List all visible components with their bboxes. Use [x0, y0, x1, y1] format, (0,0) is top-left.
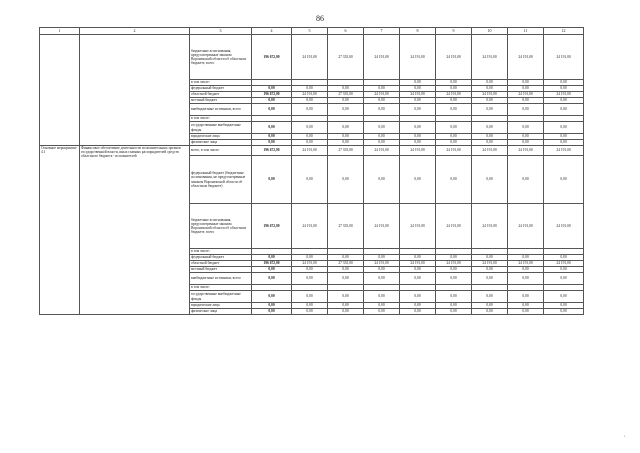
amount-cell: 24 191,00: [436, 261, 472, 267]
section1-row: [40, 35, 584, 80]
funding-source-label: в том числе:: [190, 285, 252, 291]
page-number: 86: [316, 14, 324, 23]
amount-cell: 196 672,00: [252, 261, 292, 267]
funding-source-label: областной бюджет: [190, 92, 252, 98]
amount-cell: 196 672,00: [252, 146, 292, 156]
amount-cell: 0,00: [508, 156, 544, 204]
funding-source-label: физические лица: [190, 140, 252, 146]
amount-cell: 24 191,00: [400, 261, 436, 267]
amount-cell: 24 191,00: [508, 204, 544, 249]
amount-cell: 24 191,00: [292, 35, 328, 80]
amount-cell: 24 191,00: [508, 261, 544, 267]
funding-source-label: в том числе:: [190, 80, 252, 86]
amount-cell: 0,00: [400, 255, 436, 261]
amount-cell: 24 191,00: [472, 146, 508, 156]
amount-cell: 0,00: [400, 267, 436, 273]
amount-cell: 0,00: [508, 140, 544, 146]
funding-source-label: федеральный бюджет (бюджетные ассигнования, не предусмотренные законом Воронежской области об областном бюджете): [190, 156, 252, 204]
corner-mark: ᵃ: [624, 434, 626, 439]
amount-cell: 27 335,00: [328, 204, 364, 249]
funding-source-label: юридические лица: [190, 134, 252, 140]
funding-source-label: в том числе:: [190, 249, 252, 255]
amount-cell: 24 191,00: [436, 35, 472, 80]
header-cell: 8: [400, 28, 436, 35]
amount-cell: 0,00: [292, 156, 328, 204]
amount-cell: 0,00: [252, 122, 292, 134]
amount-cell: 0,00: [436, 98, 472, 104]
amount-cell: 24 191,00: [436, 92, 472, 98]
amount-cell: 0,00: [472, 273, 508, 285]
header-cell: 11: [508, 28, 544, 35]
amount-cell: 0,00: [508, 267, 544, 273]
amount-cell: 24 191,00: [292, 92, 328, 98]
amount-cell: 0,00: [292, 122, 328, 134]
funding-source-label: бюджетные ассигнования, предусмотренные законом Воронежской области об областном бюджете, всего: [190, 35, 252, 80]
amount-cell: 0,00: [364, 255, 400, 261]
amount-cell: 0,00: [436, 303, 472, 309]
amount-cell: 0,00: [400, 309, 436, 315]
amount-cell: 0,00: [508, 273, 544, 285]
amount-cell: 0,00: [328, 140, 364, 146]
amount-cell: 0,00: [472, 134, 508, 140]
amount-cell: 0,00: [472, 255, 508, 261]
amount-cell: 24 191,00: [472, 92, 508, 98]
amount-cell: 0,00: [472, 303, 508, 309]
header-cell: 12: [544, 28, 584, 35]
amount-cell: 0,00: [472, 80, 508, 86]
amount-cell: 0,00: [328, 273, 364, 285]
amount-cell: 0,00: [436, 86, 472, 92]
amount-cell: 24 191,00: [292, 261, 328, 267]
header-cell: 7: [364, 28, 400, 35]
amount-cell: 0,00: [328, 267, 364, 273]
amount-cell: 0,00: [436, 291, 472, 303]
section2-activity-name: Финансовое обеспечение деятельности исполнительных органов государственной власти, иных главных распорядителей средств областного бюджета - исполнителей: [80, 146, 190, 315]
funding-source-label: внебюджетные источники, всего: [190, 273, 252, 285]
amount-cell: 0,00: [544, 122, 584, 134]
amount-cell: 0,00: [436, 134, 472, 140]
amount-cell: 196 672,00: [252, 204, 292, 249]
amount-cell: 0,00: [364, 98, 400, 104]
amount-cell: 0,00: [252, 156, 292, 204]
amount-cell: 0,00: [436, 309, 472, 315]
amount-cell: 24 191,00: [544, 146, 584, 156]
amount-cell: 0,00: [472, 267, 508, 273]
funding-source-label: бюджетные ассигнования, предусмотренные законом Воронежской области об областном бюджете, всего: [190, 204, 252, 249]
budget-table: [39, 27, 584, 315]
amount-cell: 0,00: [436, 140, 472, 146]
amount-cell: 24 191,00: [364, 92, 400, 98]
amount-cell: 0,00: [508, 80, 544, 86]
amount-cell: 0,00: [364, 134, 400, 140]
amount-cell: 0,00: [436, 80, 472, 86]
amount-cell: 24 191,00: [400, 204, 436, 249]
amount-cell: 0,00: [252, 267, 292, 273]
amount-cell: 0,00: [364, 303, 400, 309]
amount-cell: 0,00: [508, 104, 544, 116]
amount-cell: 0,00: [544, 255, 584, 261]
amount-cell: 0,00: [364, 122, 400, 134]
amount-cell: 0,00: [508, 122, 544, 134]
amount-cell: 196 672,00: [252, 92, 292, 98]
amount-cell: 0,00: [328, 303, 364, 309]
amount-cell: 0,00: [508, 309, 544, 315]
amount-cell: 0,00: [472, 309, 508, 315]
funding-source-label: государственные внебюджетные фонды: [190, 291, 252, 303]
amount-cell: 0,00: [328, 122, 364, 134]
amount-cell: 0,00: [544, 156, 584, 204]
amount-cell: 0,00: [364, 140, 400, 146]
amount-cell: 0,00: [252, 309, 292, 315]
amount-cell: 0,00: [544, 80, 584, 86]
amount-cell: 24 191,00: [544, 35, 584, 80]
amount-cell: 24 191,00: [472, 204, 508, 249]
header-cell: 1: [40, 28, 80, 35]
amount-cell: 24 191,00: [544, 261, 584, 267]
amount-cell: 0,00: [544, 291, 584, 303]
amount-cell: 0,00: [508, 134, 544, 140]
amount-cell: 0,00: [400, 156, 436, 204]
amount-cell: 0,00: [544, 86, 584, 92]
funding-source-label: федеральный бюджет: [190, 86, 252, 92]
header-cell: 9: [436, 28, 472, 35]
amount-cell: 0,00: [472, 291, 508, 303]
amount-cell: 0,00: [508, 303, 544, 309]
amount-cell: 0,00: [292, 309, 328, 315]
amount-cell: 0,00: [328, 291, 364, 303]
amount-cell: 0,00: [364, 104, 400, 116]
amount-cell: 0,00: [436, 255, 472, 261]
amount-cell: 0,00: [252, 104, 292, 116]
header-cell: 6: [328, 28, 364, 35]
amount-cell: 24 191,00: [508, 92, 544, 98]
amount-cell: 0,00: [364, 273, 400, 285]
header-cell: 4: [252, 28, 292, 35]
section2-row: [40, 146, 584, 156]
amount-cell: 0,00: [544, 303, 584, 309]
amount-cell: 0,00: [436, 156, 472, 204]
amount-cell: 0,00: [292, 267, 328, 273]
amount-cell: 27 335,00: [328, 261, 364, 267]
amount-cell: 0,00: [364, 86, 400, 92]
amount-cell: 24 191,00: [472, 35, 508, 80]
amount-cell: 0,00: [436, 104, 472, 116]
amount-cell: 0,00: [400, 98, 436, 104]
amount-cell: 0,00: [292, 140, 328, 146]
amount-cell: 24 191,00: [508, 35, 544, 80]
amount-cell: 24 191,00: [400, 35, 436, 80]
amount-cell: 0,00: [400, 104, 436, 116]
section2-activity-type: Основное мероприятие 4.1: [40, 146, 80, 315]
amount-cell: 0,00: [292, 303, 328, 309]
amount-cell: 0,00: [400, 134, 436, 140]
amount-cell: 0,00: [292, 134, 328, 140]
funding-source-label: в том числе:: [190, 116, 252, 122]
amount-cell: 0,00: [292, 104, 328, 116]
amount-cell: 0,00: [472, 156, 508, 204]
amount-cell: 24 191,00: [436, 146, 472, 156]
header-cell: 3: [190, 28, 252, 35]
amount-cell: 0,00: [472, 86, 508, 92]
amount-cell: 0,00: [400, 273, 436, 285]
funding-source-label: местный бюджет: [190, 98, 252, 104]
amount-cell: 0,00: [328, 134, 364, 140]
amount-cell: 0,00: [544, 134, 584, 140]
header-cell: 5: [292, 28, 328, 35]
amount-cell: 0,00: [436, 273, 472, 285]
amount-cell: 0,00: [508, 86, 544, 92]
amount-cell: 24 191,00: [508, 146, 544, 156]
amount-cell: 0,00: [364, 309, 400, 315]
amount-cell: 0,00: [252, 86, 292, 92]
amount-cell: 0,00: [328, 86, 364, 92]
amount-cell: 0,00: [544, 267, 584, 273]
amount-cell: 27 335,00: [328, 35, 364, 80]
funding-source-label: областной бюджет: [190, 261, 252, 267]
amount-cell: 0,00: [292, 255, 328, 261]
amount-cell: 0,00: [544, 309, 584, 315]
amount-cell: 0,00: [328, 98, 364, 104]
header-cell: 2: [80, 28, 190, 35]
amount-cell: 0,00: [436, 267, 472, 273]
amount-cell: 24 191,00: [544, 92, 584, 98]
amount-cell: 0,00: [364, 267, 400, 273]
amount-cell: 0,00: [472, 140, 508, 146]
amount-cell: 27 335,00: [328, 146, 364, 156]
funding-source-label: федеральный бюджет: [190, 255, 252, 261]
amount-cell: 24 191,00: [364, 204, 400, 249]
header-row: [40, 28, 584, 35]
amount-cell: 24 191,00: [292, 204, 328, 249]
amount-cell: 0,00: [400, 122, 436, 134]
amount-cell: 0,00: [252, 98, 292, 104]
amount-cell: 0,00: [364, 291, 400, 303]
amount-cell: 196 672,00: [252, 35, 292, 80]
amount-cell: 0,00: [400, 291, 436, 303]
amount-cell: 0,00: [544, 104, 584, 116]
amount-cell: 0,00: [328, 104, 364, 116]
section1-activity-type: [40, 35, 80, 146]
funding-source-label: юридические лица: [190, 303, 252, 309]
funding-source-label: физические лица: [190, 309, 252, 315]
amount-cell: 0,00: [252, 255, 292, 261]
amount-cell: 0,00: [400, 80, 436, 86]
funding-source-label: государственные внебюджетные фонды: [190, 122, 252, 134]
header-cell: 10: [472, 28, 508, 35]
amount-cell: 0,00: [544, 98, 584, 104]
amount-cell: 0,00: [292, 273, 328, 285]
amount-cell: 27 335,00: [328, 92, 364, 98]
amount-cell: 0,00: [436, 122, 472, 134]
amount-cell: 0,00: [400, 86, 436, 92]
amount-cell: 24 191,00: [400, 92, 436, 98]
amount-cell: 0,00: [400, 140, 436, 146]
amount-cell: 0,00: [292, 291, 328, 303]
amount-cell: 0,00: [364, 156, 400, 204]
funding-source-label: всего, в том числе:: [190, 146, 252, 156]
amount-cell: 0,00: [508, 98, 544, 104]
amount-cell: 0,00: [472, 122, 508, 134]
amount-cell: 0,00: [328, 309, 364, 315]
amount-cell: 0,00: [508, 255, 544, 261]
amount-cell: 24 191,00: [364, 35, 400, 80]
amount-cell: 0,00: [252, 273, 292, 285]
amount-cell: 0,00: [472, 104, 508, 116]
amount-cell: 24 191,00: [436, 204, 472, 249]
amount-cell: 24 191,00: [364, 146, 400, 156]
amount-cell: 24 191,00: [472, 261, 508, 267]
amount-cell: 0,00: [292, 86, 328, 92]
amount-cell: 0,00: [544, 273, 584, 285]
amount-cell: 0,00: [328, 255, 364, 261]
amount-cell: 0,00: [252, 303, 292, 309]
amount-cell: 0,00: [328, 156, 364, 204]
amount-cell: 0,00: [252, 140, 292, 146]
amount-cell: 24 191,00: [292, 146, 328, 156]
amount-cell: 0,00: [252, 134, 292, 140]
amount-cell: 24 191,00: [364, 261, 400, 267]
funding-source-label: внебюджетные источники, всего: [190, 104, 252, 116]
amount-cell: 24 191,00: [544, 204, 584, 249]
amount-cell: 0,00: [544, 140, 584, 146]
funding-source-label: местный бюджет: [190, 267, 252, 273]
amount-cell: 0,00: [292, 98, 328, 104]
section1-activity-name: [80, 35, 190, 146]
amount-cell: 24 191,00: [400, 146, 436, 156]
amount-cell: 0,00: [252, 291, 292, 303]
amount-cell: 0,00: [472, 98, 508, 104]
amount-cell: 0,00: [508, 291, 544, 303]
amount-cell: 0,00: [400, 303, 436, 309]
